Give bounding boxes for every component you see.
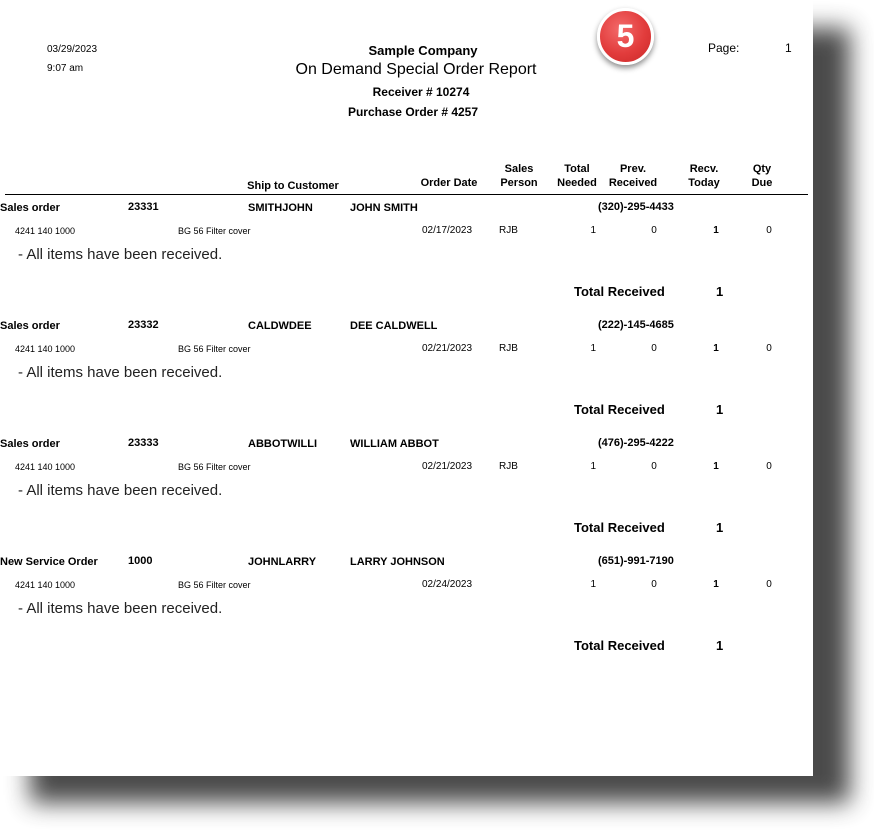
col-prev-received xyxy=(604,162,662,190)
order-type: Sales order xyxy=(0,438,60,450)
page-number: 1 xyxy=(785,41,792,55)
order-date: 02/21/2023 xyxy=(422,461,473,472)
receiver-number: Receiver # 10274 xyxy=(372,85,470,99)
total-received-value: 1 xyxy=(716,638,724,653)
order-type: New Service Order xyxy=(0,556,98,568)
col-sales-person-line1: Sales xyxy=(504,163,534,175)
header-divider xyxy=(5,194,808,195)
order-date: 02/17/2023 xyxy=(422,225,473,236)
purchase-order-number: Purchase Order # 4257 xyxy=(347,105,479,119)
total-needed: 1 xyxy=(590,461,596,472)
col-recv-today-line2: Today xyxy=(688,177,720,189)
step-number-badge: 5 xyxy=(597,8,654,65)
customer-code: SMITHJOHN xyxy=(248,202,313,214)
customer-name: DEE CALDWELL xyxy=(350,320,438,332)
col-total-needed-line1: Total xyxy=(564,163,590,175)
col-prev-received-line2: Received xyxy=(608,177,658,189)
report-time: 9:07 am xyxy=(47,63,84,74)
order-group xyxy=(0,436,813,554)
order-type: Sales order xyxy=(0,320,60,332)
customer-name: WILLIAM ABBOT xyxy=(350,438,439,450)
col-qty-due-line1: Qty xyxy=(752,163,772,175)
page-label: Page: xyxy=(708,41,740,55)
customer-name: JOHN SMITH xyxy=(350,202,418,214)
sales-person: RJB xyxy=(499,461,518,472)
item-description: BG 56 Filter cover xyxy=(178,344,251,354)
customer-code: CALDWDEE xyxy=(248,320,312,332)
order-number: 23331 xyxy=(128,201,159,213)
order-date: 02/24/2023 xyxy=(422,579,473,590)
recv-today: 1 xyxy=(713,461,719,472)
order-date: 02/21/2023 xyxy=(422,343,473,354)
recv-today: 1 xyxy=(713,225,719,236)
customer-phone: (651)-991-7190 xyxy=(598,555,674,567)
total-received-value: 1 xyxy=(716,520,724,535)
col-sales-person xyxy=(492,162,546,190)
col-ship-to-customer: Ship to Customer xyxy=(247,180,339,192)
prev-received: 0 xyxy=(651,579,657,590)
col-qty-due-line2: Due xyxy=(751,177,773,189)
report-date: 03/29/2023 xyxy=(47,44,98,55)
total-received-label: Total Received xyxy=(574,284,665,299)
order-group xyxy=(0,200,813,318)
total-received-label: Total Received xyxy=(574,520,665,535)
total-needed: 1 xyxy=(590,579,596,590)
company-name: Sample Company xyxy=(368,43,478,58)
customer-phone: (222)-145-4685 xyxy=(598,319,674,331)
total-received-value: 1 xyxy=(716,284,724,299)
report-title: On Demand Special Order Report xyxy=(295,61,537,78)
total-received-label: Total Received xyxy=(574,402,665,417)
qty-due: 0 xyxy=(766,461,772,472)
item-description: BG 56 Filter cover xyxy=(178,226,251,236)
recv-today: 1 xyxy=(713,343,719,354)
qty-due: 0 xyxy=(766,225,772,236)
prev-received: 0 xyxy=(651,225,657,236)
col-total-needed xyxy=(552,162,602,190)
total-received-value: 1 xyxy=(716,402,724,417)
qty-due: 0 xyxy=(766,579,772,590)
item-description: BG 56 Filter cover xyxy=(178,462,251,472)
col-order-date: Order Date xyxy=(420,177,478,189)
item-number: 4241 140 1000 xyxy=(15,344,76,354)
customer-code: JOHNLARRY xyxy=(248,556,317,568)
recv-today: 1 xyxy=(713,579,719,590)
customer-phone: (320)-295-4433 xyxy=(598,201,674,213)
received-message: - All items have been received. xyxy=(18,246,223,263)
col-recv-today-line1: Recv. xyxy=(689,163,719,175)
sales-person: RJB xyxy=(499,343,518,354)
col-recv-today xyxy=(681,162,727,190)
prev-received: 0 xyxy=(651,461,657,472)
total-needed: 1 xyxy=(590,343,596,354)
col-sales-person-line2: Person xyxy=(500,177,538,189)
received-message: - All items have been received. xyxy=(18,600,223,617)
customer-code: ABBOTWILLI xyxy=(248,438,318,450)
col-total-needed-line2: Needed xyxy=(557,177,597,189)
total-received-label: Total Received xyxy=(574,638,665,653)
col-prev-received-line1: Prev. xyxy=(619,163,647,175)
total-needed: 1 xyxy=(590,225,596,236)
received-message: - All items have been received. xyxy=(18,482,223,499)
order-group xyxy=(0,318,813,436)
order-number: 23332 xyxy=(128,319,159,331)
prev-received: 0 xyxy=(651,343,657,354)
col-qty-due xyxy=(742,162,782,190)
order-number: 1000 xyxy=(128,555,153,567)
qty-due: 0 xyxy=(766,343,772,354)
item-number: 4241 140 1000 xyxy=(15,462,76,472)
order-number: 23333 xyxy=(128,437,159,449)
received-message: - All items have been received. xyxy=(18,364,223,381)
item-number: 4241 140 1000 xyxy=(15,580,76,590)
customer-name: LARRY JOHNSON xyxy=(350,556,445,568)
item-description: BG 56 Filter cover xyxy=(178,580,251,590)
order-group xyxy=(0,554,813,672)
item-number: 4241 140 1000 xyxy=(15,226,76,236)
order-type: Sales order xyxy=(0,202,60,214)
customer-phone: (476)-295-4222 xyxy=(598,437,674,449)
sales-person: RJB xyxy=(499,225,518,236)
